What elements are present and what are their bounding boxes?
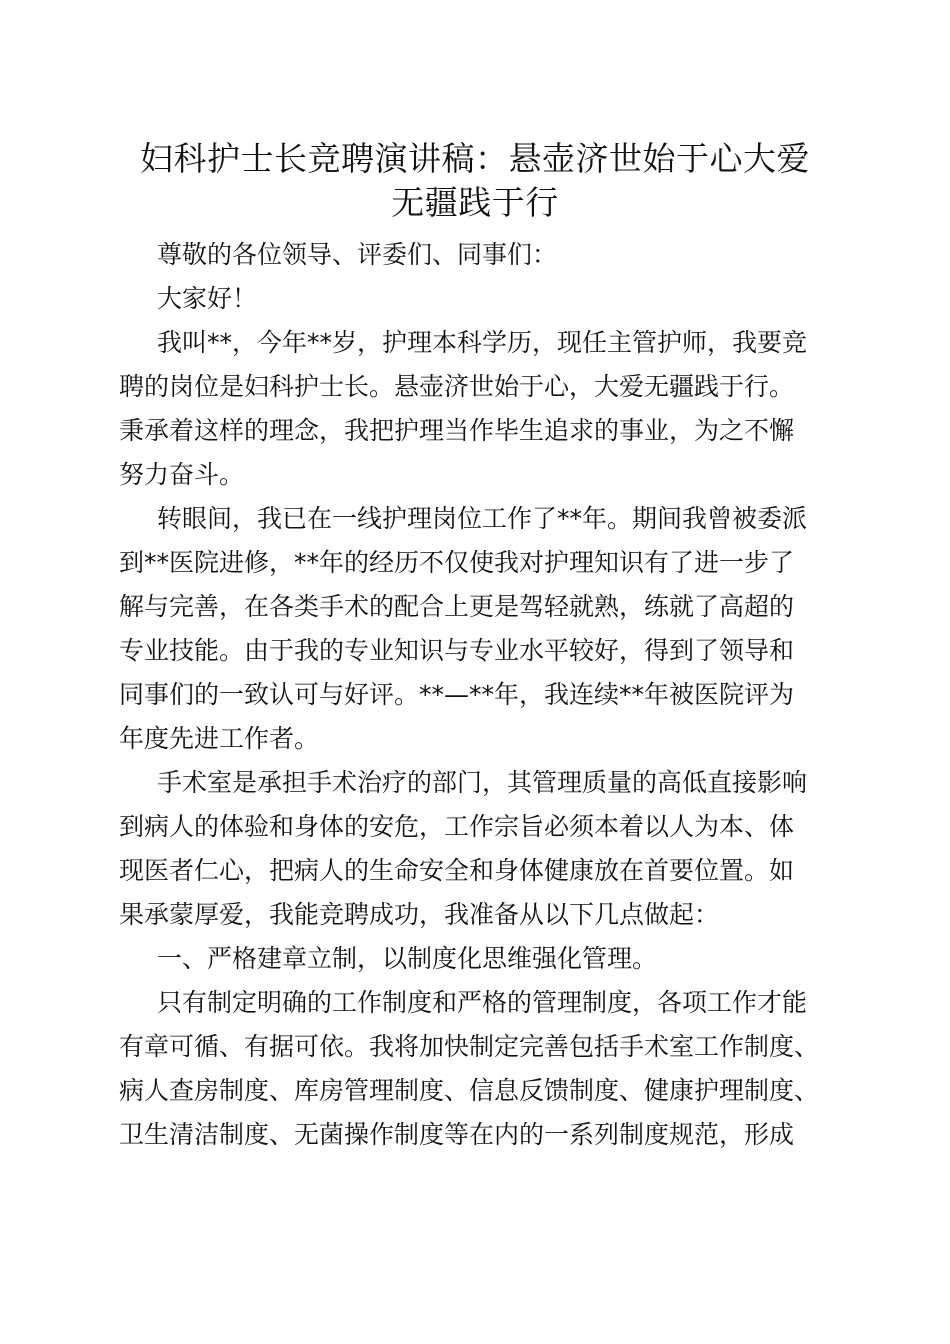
paragraph-line: 果承蒙厚爱，我能竞聘成功，我准备从以下几点做起： bbox=[119, 900, 720, 929]
paragraph-line: 努力奋斗。 bbox=[119, 460, 245, 489]
paragraph-line: 病人查房制度、库房管理制度、信息反馈制度、健康护理制度、 bbox=[119, 1076, 820, 1105]
document-title-line-1: 妇科护士长竞聘演讲稿：悬壶济世始于心大爱 bbox=[140, 139, 810, 178]
salutation: 尊敬的各位领导、评委们、同事们： bbox=[157, 240, 558, 269]
paragraph-line: 手术室是承担手术治疗的部门，其管理质量的高低直接影响 bbox=[157, 768, 808, 797]
paragraph-line: 解与完善，在各类手术的配合上更是驾轻就熟，练就了高超的 bbox=[119, 592, 795, 621]
paragraph-line: 卫生清洁制度、无菌操作制度等在内的一系列制度规范，形成 bbox=[119, 1120, 795, 1149]
section-heading: 一、严格建章立制，以制度化思维强化管理。 bbox=[157, 944, 658, 973]
paragraph-line: 只有制定明确的工作制度和严格的管理制度，各项工作才能 bbox=[157, 988, 808, 1017]
greeting: 大家好！ bbox=[157, 284, 258, 313]
paragraph-line: 专业技能。由于我的专业知识与专业水平较好，得到了领导和 bbox=[119, 636, 795, 665]
paragraph-line: 秉承着这样的理念，我把护理当作毕生追求的事业，为之不懈 bbox=[119, 416, 795, 445]
paragraph-line: 我叫**，今年**岁，护理本科学历，现任主管护师，我要竞 bbox=[157, 328, 808, 357]
paragraph-line: 有章可循、有据可依。我将加快制定完善包括手术室工作制度、 bbox=[119, 1032, 820, 1061]
paragraph-line: 到**医院进修，**年的经历不仅使我对护理知识有了进一步了 bbox=[119, 548, 795, 577]
document-title-line-2: 无疆践于行 bbox=[391, 183, 559, 222]
paragraph-line: 现医者仁心，把病人的生命安全和身体健康放在首要位置。如 bbox=[119, 856, 795, 885]
paragraph-line: 聘的岗位是妇科护士长。悬壶济世始于心，大爱无疆践于行。 bbox=[119, 372, 795, 401]
paragraph-line: 年度先进工作者。 bbox=[119, 724, 320, 753]
paragraph-line: 转眼间，我已在一线护理岗位工作了**年。期间我曾被委派 bbox=[157, 504, 808, 533]
paragraph-line: 同事们的一致认可与好评。**—**年，我连续**年被医院评为 bbox=[119, 680, 795, 709]
paragraph-line: 到病人的体验和身体的安危，工作宗旨必须本着以人为本、体 bbox=[119, 812, 795, 841]
